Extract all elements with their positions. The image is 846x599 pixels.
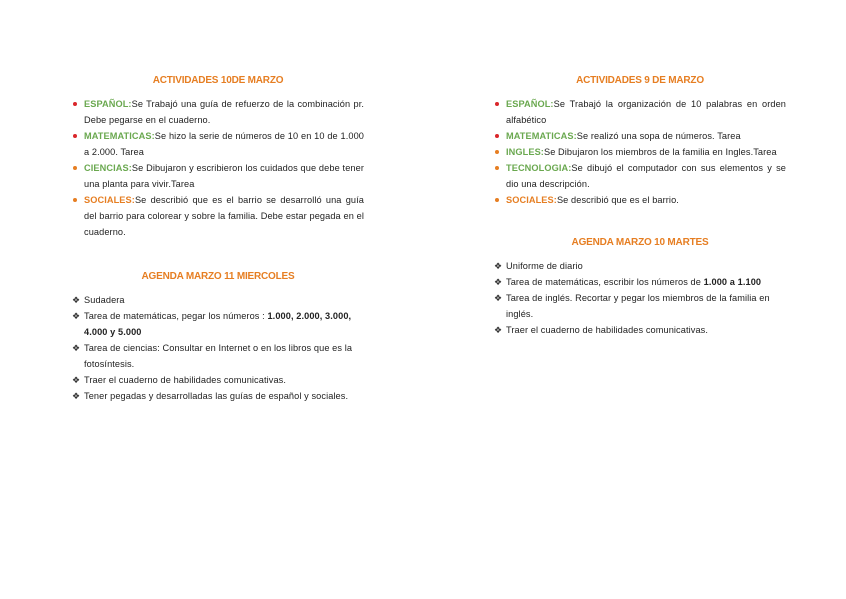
item-text: Se Trabajó una guía de refuerzo de la combinación pr. Debe pegarse en el cuaderno. (84, 99, 364, 125)
item-text: Se describió que es el barrio. (556, 195, 679, 205)
activities-list (72, 96, 364, 240)
agenda-list (72, 292, 364, 404)
agenda-11-marzo (72, 270, 364, 404)
subject-label: SOCIALES: (84, 195, 135, 205)
diamond-bullet-icon: ❖ (72, 391, 81, 401)
section-heading: ACTIVIDADES 9 DE MARZO (576, 75, 704, 86)
section-heading: ACTIVIDADES 10DE MARZO (152, 75, 284, 86)
item-text: Sudadera (84, 295, 125, 305)
diamond-bullet-icon: ❖ (72, 343, 81, 353)
list-item (494, 160, 786, 192)
agenda-10-marzo (494, 236, 786, 338)
item-text: Se Trabajó la organización de 10 palabras en orden alfabético (506, 99, 786, 125)
item-text: Se Dibujaron y escribieron los cuidados que debe tener una planta para vivir.Tarea (84, 163, 364, 189)
activities-list (494, 96, 786, 208)
list-item (72, 308, 364, 340)
list-item (494, 96, 786, 128)
diamond-bullet-icon: ❖ (494, 325, 503, 335)
list-item (72, 96, 364, 128)
section-heading: AGENDA MARZO 11 MIERCOLES (141, 271, 295, 282)
diamond-bullet-icon: ❖ (494, 277, 503, 287)
list-item (494, 322, 786, 338)
actividades-9-marzo (494, 74, 786, 208)
item-text: Tarea de inglés. Recortar y pegar los miembros de la familia en inglés. (506, 293, 770, 319)
item-text: Tener pegadas y desarrolladas las guías de español y sociales. (84, 391, 349, 401)
left-column (72, 74, 364, 424)
item-numbers: 1.000, 2.000, 3.000, 4.000 y 5.000 (84, 311, 352, 337)
list-item (72, 292, 364, 308)
item-text: Uniforme de diario (506, 261, 583, 271)
list-item (494, 144, 786, 160)
diamond-bullet-icon: ❖ (494, 293, 503, 303)
list-item (72, 340, 364, 372)
item-text: Traer el cuaderno de habilidades comunicativas. (506, 325, 709, 335)
section-heading: AGENDA MARZO 10 MARTES (571, 237, 709, 248)
item-text: Se describió que es el barrio se desarrolló una guía del barrio para colorear y sobre la familia. Debe estar pegada en el cuaderno. (84, 195, 364, 237)
list-item (72, 192, 364, 240)
subject-label: MATEMATICAS: (506, 131, 577, 141)
item-numbers: 1.000 a 1.100 (703, 277, 762, 287)
subject-label: SOCIALES: (506, 195, 557, 205)
list-item (494, 128, 786, 144)
actividades-10-marzo (72, 74, 364, 240)
item-text: Tarea de matemáticas, escribir los números de (506, 277, 704, 287)
list-item (494, 192, 786, 208)
item-text: Se dibujó el computador con sus elementos y se dio una descripción. (506, 163, 786, 189)
list-item (494, 274, 786, 290)
subject-label: INGLES: (506, 147, 544, 157)
item-text: Traer el cuaderno de habilidades comunicativas. (84, 375, 287, 385)
diamond-bullet-icon: ❖ (494, 261, 503, 271)
item-text: Se realizó una sopa de números. Tarea (576, 131, 741, 141)
diamond-bullet-icon: ❖ (72, 311, 81, 321)
list-item (72, 160, 364, 192)
list-item (72, 388, 364, 404)
list-item (72, 128, 364, 160)
item-text: Se hizo la serie de números de 10 en 10 de 1.000 a 2.000. Tarea (84, 131, 364, 157)
subject-label: TECNOLOGIA: (506, 163, 572, 173)
subject-label: ESPAÑOL: (506, 99, 554, 109)
list-item (494, 290, 786, 322)
right-column (494, 74, 786, 358)
list-item (494, 258, 786, 274)
item-text: Tarea de ciencias: Consultar en Internet o en los libros que es la fotosíntesis. (84, 343, 353, 369)
agenda-list (494, 258, 786, 338)
diamond-bullet-icon: ❖ (72, 375, 81, 385)
diamond-bullet-icon: ❖ (72, 295, 81, 305)
subject-label: MATEMATICAS: (84, 131, 155, 141)
list-item (72, 372, 364, 388)
item-text: Se Dibujaron los miembros de la familia en Ingles.Tarea (543, 147, 777, 157)
item-text: Tarea de matemáticas, pegar los números : (84, 311, 268, 321)
subject-label: ESPAÑOL: (84, 99, 132, 109)
subject-label: CIENCIAS: (84, 163, 132, 173)
